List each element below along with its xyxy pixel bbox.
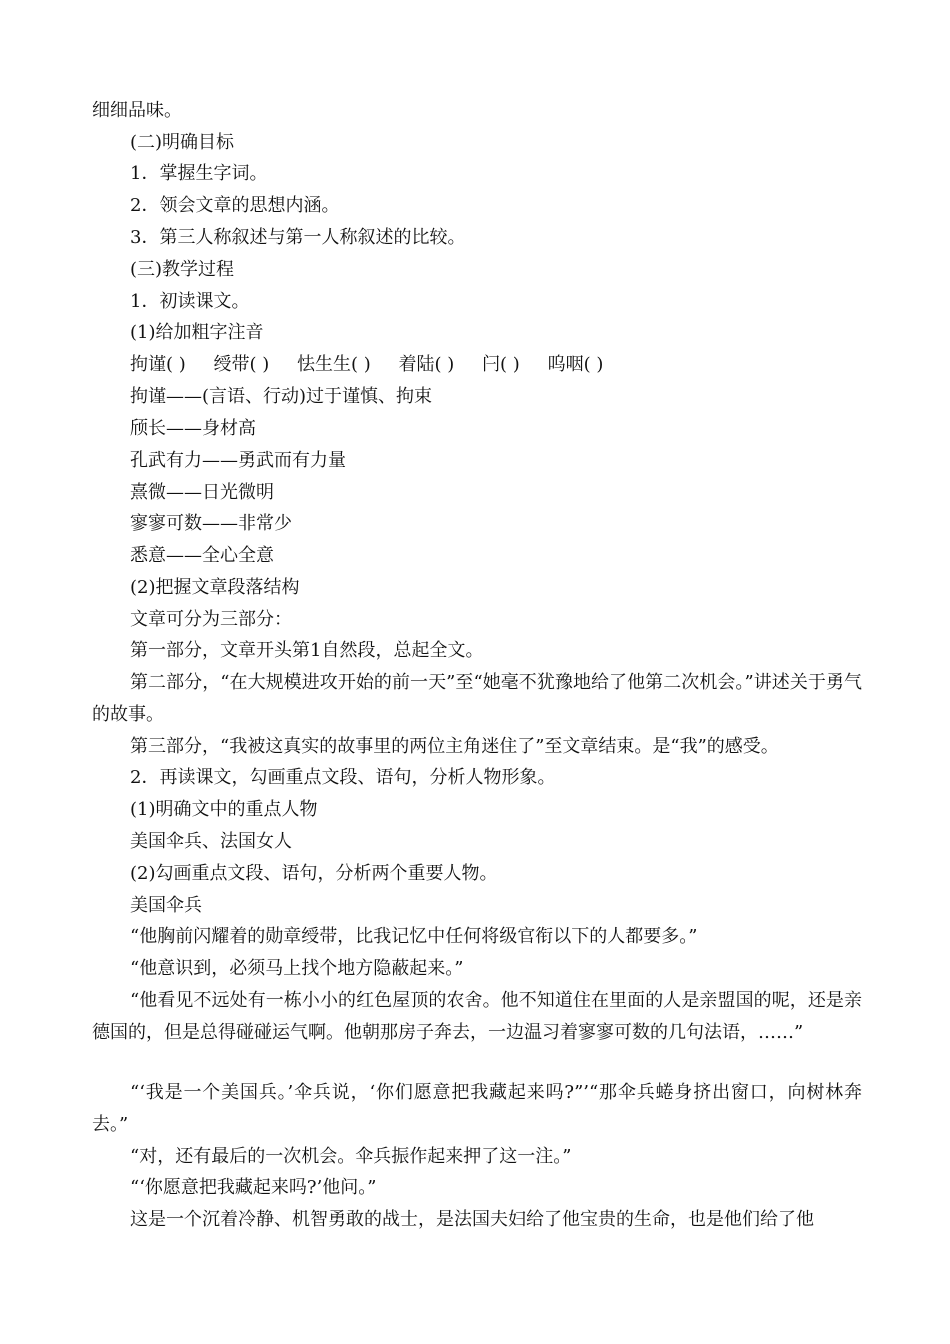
pinyin-item: 怯生生( ) bbox=[297, 354, 371, 375]
vocab-definition: 孔武有力——勇武而有力量 bbox=[130, 450, 346, 471]
text-line: 第三部分，“我被这真实的故事里的两位主角迷住了”至文章结束。是“我”的感受。 bbox=[130, 736, 779, 757]
text-line: 细细品味。 bbox=[92, 100, 182, 121]
pinyin-item: 闩( ) bbox=[482, 354, 520, 375]
quote-line: “‘你愿意把我藏起来吗?’他问。” bbox=[130, 1177, 377, 1198]
text-line: (2)勾画重点文段、语句，分析两个重要人物。 bbox=[130, 863, 498, 884]
text-line: 1．初读课文。 bbox=[130, 291, 250, 312]
pinyin-exercise bbox=[130, 354, 862, 376]
vocab-definition: 颀长——身材高 bbox=[130, 418, 256, 439]
paragraph: 第二部分，“在大规模进攻开始的前一天”至“她毫不犹豫地给了他第二次机会。”讲述关于勇气的故事。 bbox=[92, 672, 862, 725]
text-line: (2)把握文章段落结构 bbox=[130, 577, 300, 598]
text-line: (1)明确文中的重点人物 bbox=[130, 799, 318, 820]
vocab-definition: 熹微——日光微明 bbox=[130, 482, 274, 503]
vocab-definition: 寥寥可数——非常少 bbox=[130, 513, 292, 534]
quote-line: “对，还有最后的一次机会。伞兵振作起来押了这一注。” bbox=[130, 1146, 572, 1167]
text-line: 2．再读课文，勾画重点文段、语句，分析人物形象。 bbox=[130, 767, 556, 788]
pinyin-item: 绶带( ) bbox=[213, 354, 270, 375]
goal-item: 1．掌握生字词。 bbox=[130, 163, 268, 184]
pinyin-item: 呜咽( ) bbox=[547, 354, 604, 375]
text-line: 美国伞兵、法国女人 bbox=[130, 831, 292, 852]
text-line: 第一部分，文章开头第1自然段，总起全文。 bbox=[130, 640, 484, 661]
text-line: 文章可分为三部分： bbox=[130, 609, 292, 630]
goal-item: 2．领会文章的思想内涵。 bbox=[130, 195, 340, 216]
vocab-definition: 悉意——全心全意 bbox=[130, 545, 274, 566]
quote-paragraph: “‘我是一个美国兵。’伞兵说，‘你们愿意把我藏起来吗?”’“那伞兵蜷身挤出窗口，向树林奔去。” bbox=[92, 1082, 862, 1135]
text-line: 美国伞兵 bbox=[130, 895, 202, 916]
quote-paragraph: “他看见不远处有一栋小小的红色屋顶的农舍。他不知道住在里面的人是亲盟国的呢，还是亲德国的，但是总得碰碰运气啊。他朝那房子奔去，一边温习着寥寥可数的几句法语，……” bbox=[92, 990, 862, 1043]
quote-line: “他胸前闪耀着的勋章绶带，比我记忆中任何将级官衔以下的人都要多。” bbox=[130, 926, 698, 947]
text-line: (1)给加粗字注音 bbox=[130, 322, 264, 343]
goal-item: 3．第三人称叙述与第一人称叙述的比较。 bbox=[130, 227, 466, 248]
text-line: 这是一个沉着冷静、机智勇敢的战士，是法国夫妇给了他宝贵的生命，也是他们给了他 bbox=[130, 1209, 814, 1230]
vocab-definition: 拘谨——(言语、行动)过于谨慎、拘束 bbox=[130, 386, 433, 407]
section-heading: (三)教学过程 bbox=[130, 259, 235, 280]
section-heading: (二)明确目标 bbox=[130, 132, 235, 153]
quote-line: “他意识到，必须马上找个地方隐蔽起来。” bbox=[130, 958, 464, 979]
pinyin-item: 拘谨( ) bbox=[130, 354, 186, 375]
pinyin-item: 着陆( ) bbox=[398, 354, 455, 375]
